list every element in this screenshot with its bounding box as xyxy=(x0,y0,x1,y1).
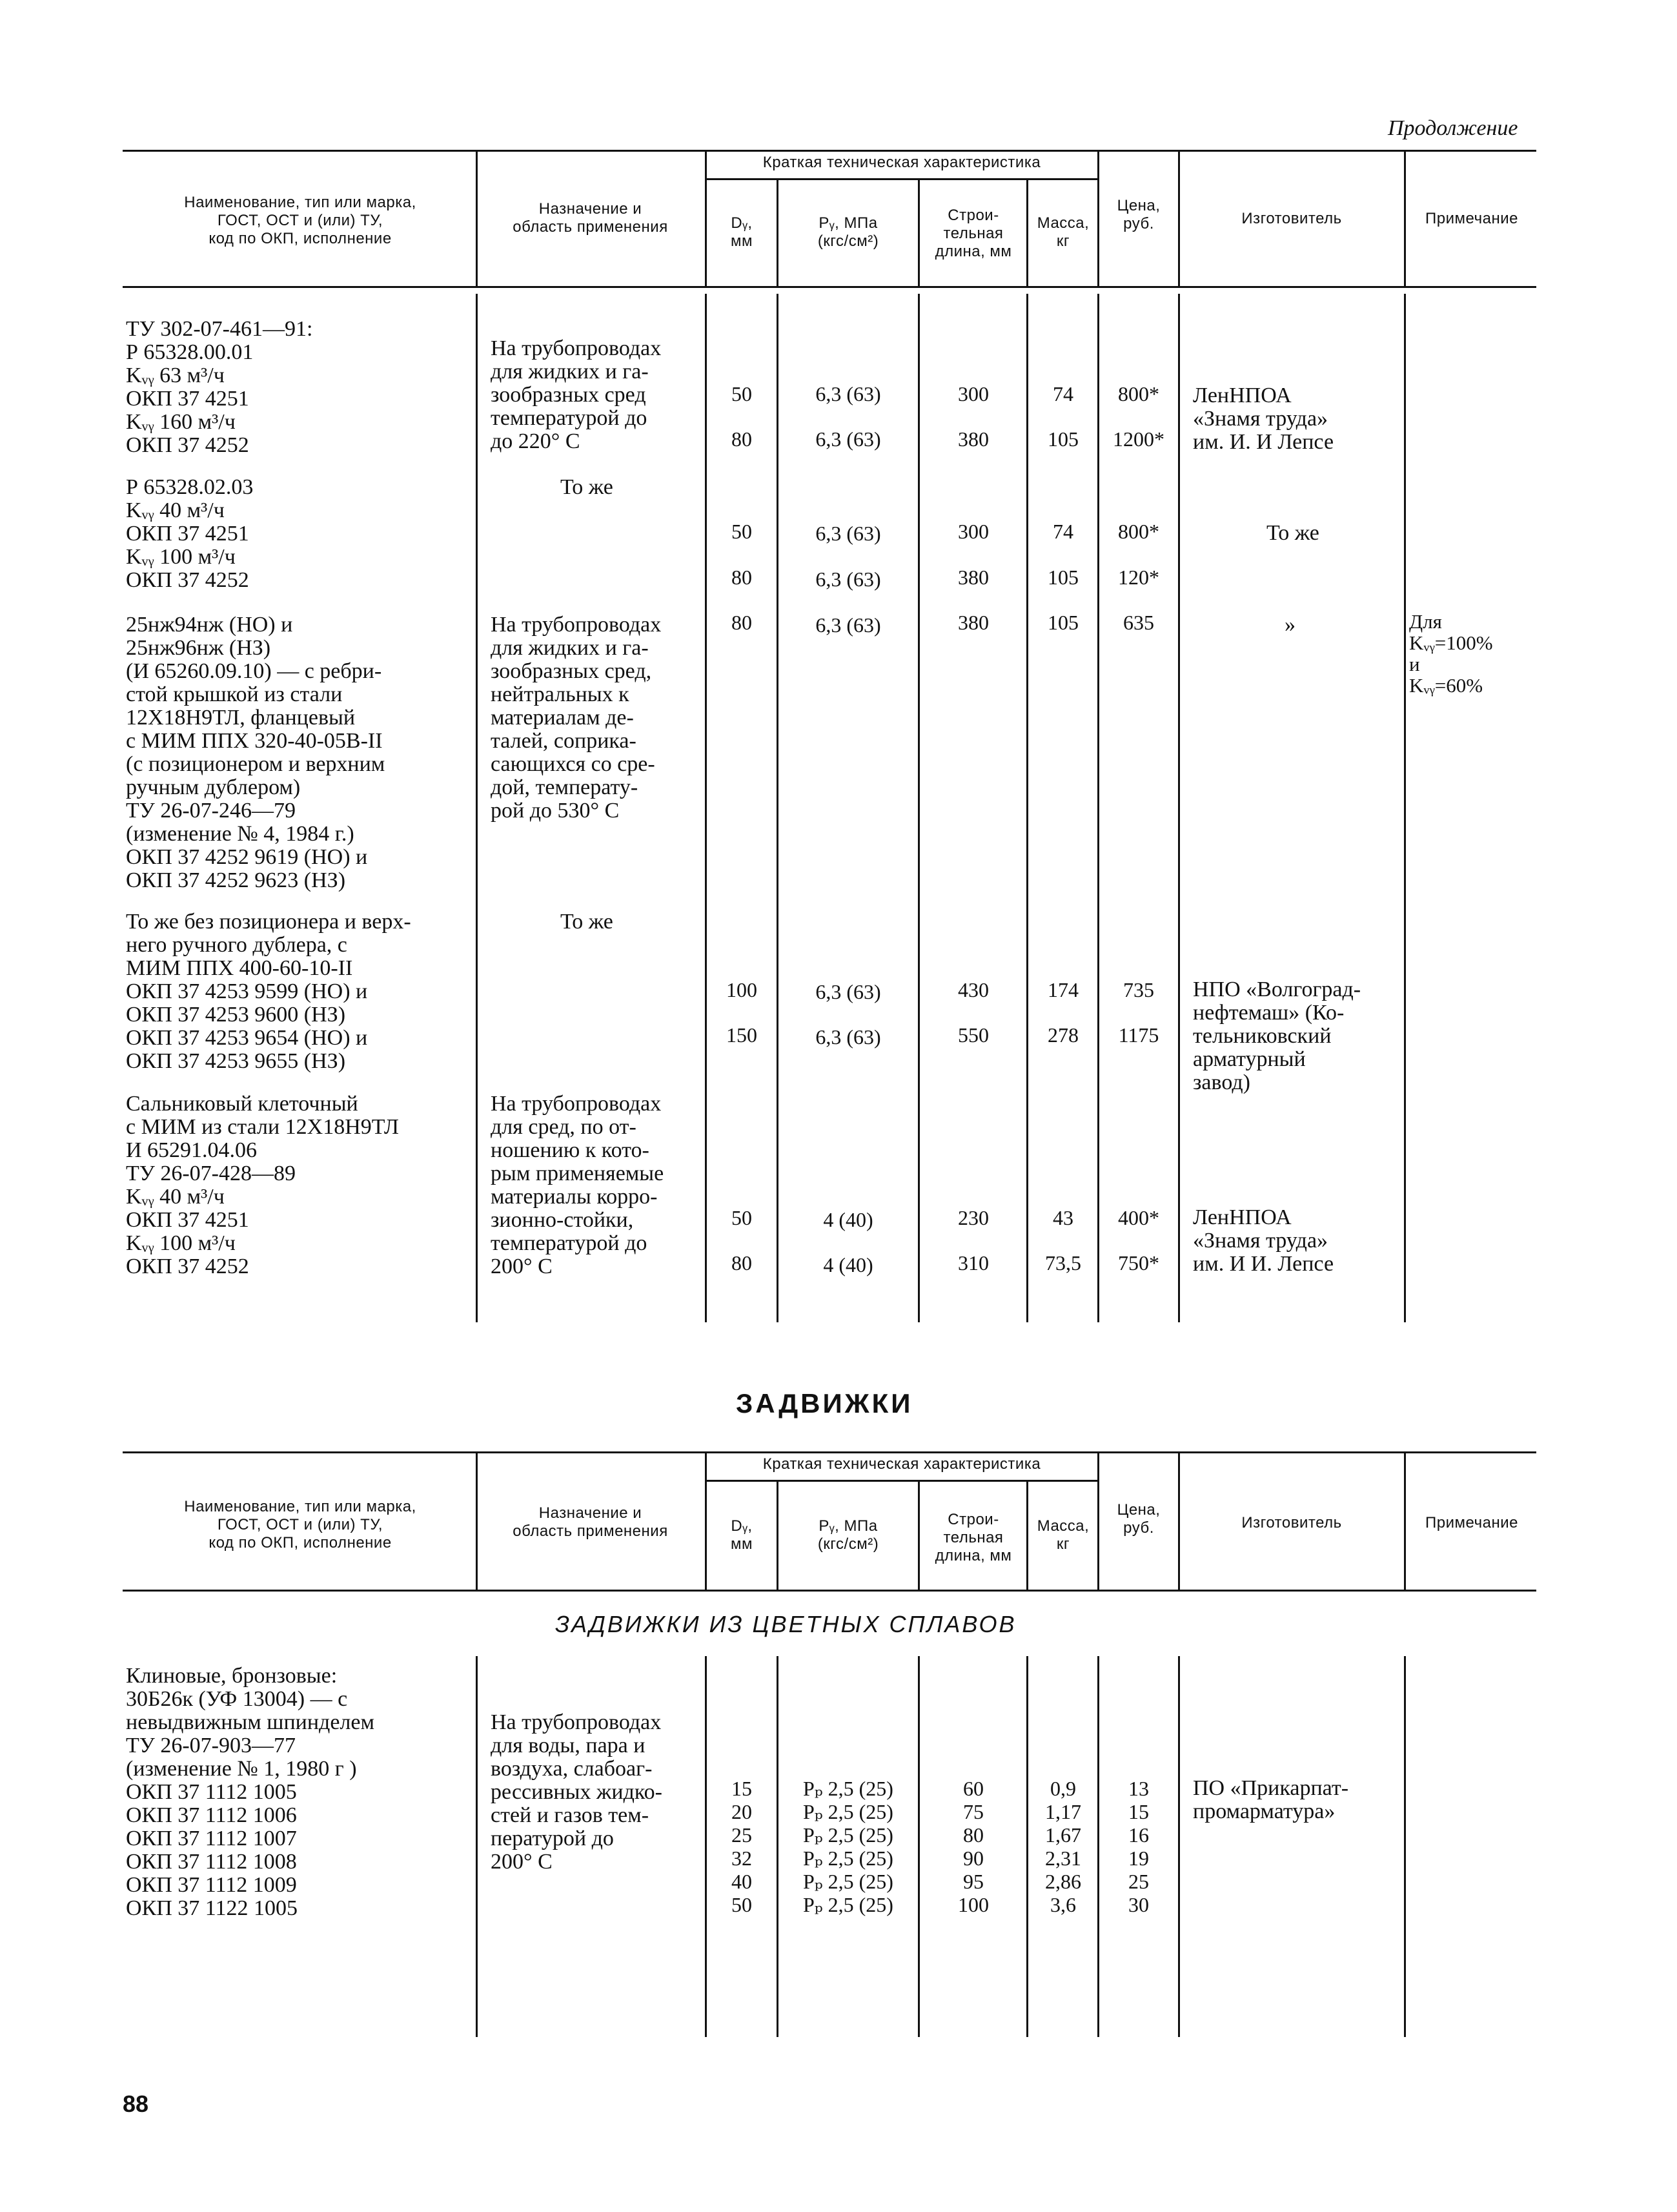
row1-maker: ЛенНПОА «Знамя труда» им. И. И Лепсе xyxy=(1193,384,1334,454)
col-divider xyxy=(1178,150,1180,286)
row1-price-1: 800* xyxy=(1118,382,1159,405)
row5-maker: ЛенНПОА «Знамя труда» им. И И. Лепсе xyxy=(1193,1205,1334,1276)
row4-price-2: 1175 xyxy=(1118,1023,1159,1047)
row5-mass-1: 43 xyxy=(1053,1206,1073,1229)
col-divider xyxy=(777,178,778,286)
col-divider xyxy=(1026,1480,1028,1590)
row4-dy-1: 100 xyxy=(726,978,757,1001)
row2-len-2: 380 xyxy=(958,566,989,589)
t2-dy: 15 20 25 32 40 50 xyxy=(731,1777,752,1916)
col-divider xyxy=(918,178,920,286)
col-divider xyxy=(1097,294,1099,1322)
row2-price-2: 120* xyxy=(1118,566,1159,589)
col-divider xyxy=(918,1480,920,1590)
col-divider xyxy=(1178,294,1180,1322)
row2-purpose: То же xyxy=(560,475,613,499)
row2-maker: То же xyxy=(1266,521,1319,545)
row3-purpose: На трубопроводах для жидких и га- зообразных сред, нейтральных к материалам де- талей, соприка- сающихся со сре- дой, температу- рой до 530° С xyxy=(491,613,662,823)
col-divider xyxy=(705,294,707,1322)
row1-mass-2: 105 xyxy=(1048,427,1079,451)
col-divider xyxy=(918,294,920,1322)
row1-mass-1: 74 xyxy=(1053,382,1073,405)
row4-py-1: 6,3 (63) xyxy=(815,980,881,1003)
row2-len-1: 300 xyxy=(958,520,989,543)
col-divider xyxy=(777,1480,778,1590)
t2-len: 60 75 80 90 95 100 xyxy=(958,1777,989,1916)
header2-price: Цена, руб. xyxy=(1117,1501,1161,1537)
t2-price: 13 15 16 19 25 30 xyxy=(1128,1777,1149,1916)
col-divider xyxy=(476,1451,478,1590)
row3-mass: 105 xyxy=(1048,611,1079,634)
header2-length: Строи- тельная длина, мм xyxy=(935,1511,1012,1564)
col-divider xyxy=(918,1656,920,2037)
col-divider xyxy=(1026,294,1028,1322)
row5-dy-2: 80 xyxy=(731,1251,752,1275)
header-price: Цена, руб. xyxy=(1117,197,1161,232)
row1-price-2: 1200* xyxy=(1113,427,1164,451)
header-name: Наименование, тип или марка, ГОСТ, ОСТ и (или) ТУ, код по ОКП, исполнение xyxy=(184,194,416,247)
row4-len-1: 430 xyxy=(958,978,989,1001)
header2-name: Наименование, тип или марка, ГОСТ, ОСТ и (или) ТУ, код по ОКП, исполнение xyxy=(184,1498,416,1551)
row5-py-1: 4 (40) xyxy=(823,1208,873,1231)
col-divider xyxy=(1178,1656,1180,2037)
header-mass: Масса, кг xyxy=(1037,214,1090,250)
header-py: Pᵧ, МПа (кгс/см²) xyxy=(817,214,879,250)
section-title: ЗАДВИЖКИ xyxy=(736,1388,913,1418)
row4-dy-2: 150 xyxy=(726,1023,757,1047)
continuation-label: Продолжение xyxy=(1388,116,1518,140)
header-purpose: Назначение и область применения xyxy=(513,200,668,236)
col-divider xyxy=(1404,294,1406,1322)
col-divider xyxy=(1404,1451,1406,1590)
row5-py-2: 4 (40) xyxy=(823,1253,873,1276)
t2-mass: 0,9 1,17 1,67 2,31 2,86 3,6 xyxy=(1045,1777,1081,1916)
row5-dy-1: 50 xyxy=(731,1206,752,1229)
col-divider xyxy=(705,1451,707,1590)
row1-py-2: 6,3 (63) xyxy=(815,427,881,451)
row1-dy-1: 50 xyxy=(731,382,752,405)
row4-price-1: 735 xyxy=(1123,978,1154,1001)
row2-dy-2: 80 xyxy=(731,566,752,589)
row4-maker: НПО «Волгоград- нефтемаш» (Ко- тельниковский арматурный завод) xyxy=(1193,978,1361,1094)
row2-price-1: 800* xyxy=(1118,520,1159,543)
col-divider xyxy=(1404,150,1406,286)
row4-mass-2: 278 xyxy=(1048,1023,1079,1047)
col-divider xyxy=(1026,1656,1028,2037)
row2-dy-1: 50 xyxy=(731,520,752,543)
col-divider xyxy=(777,294,778,1322)
t2-maker: ПО «Прикарпат- промарматура» xyxy=(1193,1776,1349,1823)
row4-name: То же без позиционера и верх- него ручного дублера, с МИМ ППХ 400-60-10-II ОКП 37 4253 9599 (НО) и ОКП 37 4253 9600 (НЗ) ОКП 37 4253 9654 (НО) и ОКП 37 4253 9655 (НЗ) xyxy=(126,910,411,1073)
col-divider xyxy=(1097,150,1099,286)
t2-purpose: На трубопроводах для воды, пара и воздуха, слабоаг- рессивных жидко- стей и газов тем- пературой до 200° С xyxy=(491,1710,663,1874)
row4-purpose: То же xyxy=(560,910,613,934)
row4-len-2: 550 xyxy=(958,1023,989,1047)
col-divider xyxy=(1026,178,1028,286)
row5-purpose: На трубопроводах для сред, по от- ношению к кото- рым применяемые материалы корро- зионно-стойки, температурой до 200° С xyxy=(491,1092,664,1278)
t2-name: Клиновые, бронзовые: 30Б26к (УФ 13004) — с невыдвижным шпинделем ТУ 26-07-903—77 (изменение № 1, 1980 г ) ОКП 37 1112 1005 ОКП 37 1112 1006 ОКП 37 1112 1007 ОКП 37 1112 1008 ОКП 37 1112 1009 ОКП 37 1122 1005 xyxy=(126,1664,375,1920)
header-length: Строи- тельная длина, мм xyxy=(935,207,1012,260)
col-divider xyxy=(705,150,707,286)
table2-subheader-line xyxy=(705,1480,1097,1482)
row2-name: Р 65328.02.03 Kᵥᵧ 40 м³/ч ОКП 37 4251 Kᵥᵧ 100 м³/ч ОКП 37 4252 xyxy=(126,475,254,592)
row1-len-1: 300 xyxy=(958,382,989,405)
row4-py-2: 6,3 (63) xyxy=(815,1025,881,1049)
header-dy: Dᵧ, мм xyxy=(731,214,753,250)
col-divider xyxy=(777,1656,778,2037)
col-divider xyxy=(1097,1451,1099,1590)
row1-dy-2: 80 xyxy=(731,427,752,451)
row3-price: 635 xyxy=(1123,611,1154,634)
row3-py: 6,3 (63) xyxy=(815,613,881,637)
header2-maker: Изготовитель xyxy=(1241,1514,1342,1531)
col-divider xyxy=(705,1656,707,2037)
col-divider xyxy=(1178,1451,1180,1590)
row5-len-1: 230 xyxy=(958,1206,989,1229)
col-divider xyxy=(476,294,478,1322)
row1-name: ТУ 302-07-461—91: Р 65328.00.01 Kᵥᵧ 63 м³/ч ОКП 37 4251 Kᵥᵧ 160 м³/ч ОКП 37 4252 xyxy=(126,317,313,457)
col-divider xyxy=(476,150,478,286)
header2-mass: Масса, кг xyxy=(1037,1517,1090,1553)
header2-purpose: Назначение и область применения xyxy=(513,1504,668,1540)
col-divider xyxy=(1097,1656,1099,2037)
row5-name: Сальниковый клеточный с МИМ из стали 12Х18Н9ТЛ И 65291.04.06 ТУ 26-07-428—89 Kᵥᵧ 40 м³/ч ОКП 37 4251 Kᵥᵧ 100 м³/ч ОКП 37 4252 xyxy=(126,1092,399,1278)
row3-maker: » xyxy=(1285,613,1296,637)
table1-top-border xyxy=(123,150,1536,152)
table1-subheader-line xyxy=(705,178,1097,180)
header2-brief-characteristics: Краткая техническая характеристика xyxy=(762,1455,1041,1473)
row1-len-2: 380 xyxy=(958,427,989,451)
row1-py-1: 6,3 (63) xyxy=(815,382,881,405)
row3-name: 25нж94нж (НО) и 25нж96нж (НЗ) (И 65260.09.10) — с ребри- стой крышкой из стали 12Х18Н9ТЛ, фланцевый с МИМ ППХ 320-40-05В-II (с позиционером и верхним ручным дублером) ТУ 26-07-246—79 (изменение № 4, 1984 г.) ОКП 37 4252 9619 (НО) и ОКП 37 4252 9623 (НЗ) xyxy=(126,613,385,892)
header-maker: Изготовитель xyxy=(1241,210,1342,227)
header-note: Примечание xyxy=(1425,210,1518,227)
t2-py: Pₚ 2,5 (25) Pₚ 2,5 (25) Pₚ 2,5 (25) Pₚ 2,5 (25) Pₚ 2,5 (25) Pₚ 2,5 (25) xyxy=(803,1777,893,1916)
header2-dy: Dᵧ, мм xyxy=(731,1517,753,1553)
row2-py-2: 6,3 (63) xyxy=(815,568,881,591)
row3-len: 380 xyxy=(958,611,989,634)
row4-mass-1: 174 xyxy=(1048,978,1079,1001)
row2-mass-2: 105 xyxy=(1048,566,1079,589)
row5-len-2: 310 xyxy=(958,1251,989,1275)
row2-py-1: 6,3 (63) xyxy=(815,522,881,545)
row2-mass-1: 74 xyxy=(1053,520,1073,543)
header-brief-characteristics: Краткая техническая характеристика xyxy=(762,154,1041,171)
row5-price-1: 400* xyxy=(1118,1206,1159,1229)
header2-py: Pᵧ, МПа (кгс/см²) xyxy=(817,1517,879,1553)
header2-note: Примечание xyxy=(1425,1514,1518,1531)
row5-price-2: 750* xyxy=(1118,1251,1159,1275)
table2-top-border xyxy=(123,1451,1536,1453)
table2-header-bottom-border xyxy=(123,1590,1536,1592)
col-divider xyxy=(1404,1656,1406,2037)
table1-header-bottom-border xyxy=(123,286,1536,288)
row3-dy: 80 xyxy=(731,611,752,634)
row1-purpose: На трубопроводах для жидких и га- зообразных сред температурой до до 220° С xyxy=(491,336,662,453)
subsection-title: ЗАДВИЖКИ ИЗ ЦВЕТНЫХ СПЛАВОВ xyxy=(555,1611,1017,1637)
col-divider xyxy=(476,1656,478,2037)
row5-mass-2: 73,5 xyxy=(1045,1251,1081,1275)
row3-note: Для Kᵥᵧ=100% и Kᵥᵧ=60% xyxy=(1409,610,1493,697)
page-number: 88 xyxy=(123,2091,149,2117)
